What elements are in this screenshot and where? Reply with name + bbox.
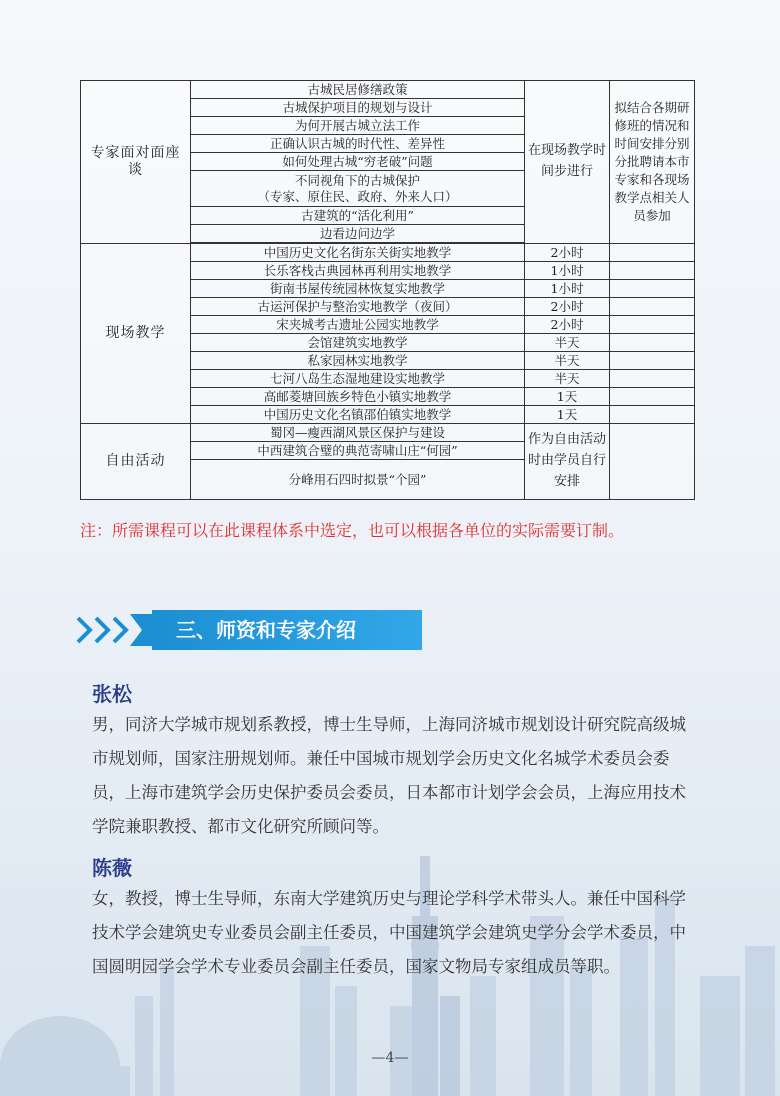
topic-cell: 为何开展古城立法工作: [191, 117, 525, 135]
field-duration: 半天: [525, 334, 610, 352]
footnote: 注：所需课程可以在此课程体系中选定，也可以根据各单位的实际需要订制。: [80, 521, 625, 540]
field-empty: [610, 388, 695, 406]
field-duration: 1小时: [525, 262, 610, 280]
category-field: 现场教学: [81, 244, 191, 424]
field-course: 高邮菱塘回族乡特色小镇实地教学: [191, 388, 525, 406]
field-duration: 1天: [525, 406, 610, 424]
topic-cell: 正确认识古城的时代性、差异性: [191, 135, 525, 153]
field-duration: 半天: [525, 370, 610, 388]
topic-cell: 古建筑的“活化利用”: [191, 207, 525, 225]
field-duration: 2小时: [525, 244, 610, 262]
field-course: 街南书屋传统园林恢复实地教学: [191, 280, 525, 298]
field-duration: 2小时: [525, 316, 610, 334]
field-empty: [610, 262, 695, 280]
free-empty: [610, 424, 695, 500]
field-empty: [610, 352, 695, 370]
field-course: 长乐客栈古典园林再利用实地教学: [191, 262, 525, 280]
topic-cell: 不同视角下的古城保护 （专家、原住民、政府、外来人口）: [191, 171, 525, 207]
topic-cell: 如何处理古城“穷老破”问题: [191, 153, 525, 171]
topic-cell: 边看边问边学: [191, 225, 525, 243]
course-schedule-table: [80, 80, 695, 500]
chevrons-icon: [76, 612, 152, 648]
expert-note-cell: 拟结合各期研修班的情况和时间安排分别分批聘请本市专家和各现场教学点相关人员参加: [610, 81, 695, 244]
field-duration: 1天: [525, 388, 610, 406]
expert-bio: 男，同济大学城市规划系教授，博士生导师，上海同济城市规划设计研究院高级城市规划师，国家注册规划师。兼任中国城市规划学会历史文化名城学术委员会委员，上海市建筑学会历史保护委员会委员，日本都市计划学会会员，上海应用技术学院兼职教授、都市文化研究所顾问等。: [92, 715, 686, 836]
field-empty: [610, 406, 695, 424]
field-duration: 2小时: [525, 298, 610, 316]
field-empty: [610, 316, 695, 334]
expert-name: 陈薇: [92, 856, 132, 880]
topic-cell: 古城保护项目的规划与设计: [191, 99, 525, 117]
free-item: 蜀冈—瘦西湖风景区保护与建设: [191, 424, 525, 442]
category-expert: 专家面对面座谈: [81, 81, 191, 244]
field-course: 七河八岛生态湿地建设实地教学: [191, 370, 525, 388]
field-course: 会馆建筑实地教学: [191, 334, 525, 352]
expert-name: 张松: [92, 682, 132, 706]
free-item: 中西建筑合璧的典范寄啸山庄“何园”: [191, 442, 525, 460]
expert-bio: 女，教授，博士生导师，东南大学建筑历史与理论学科学术带头人。兼任中国科学技术学会建筑史专业委员会副主任委员，中国建筑学会建筑史学分会学术委员，中国圆明园学会学术专业委员会副主任委员，国家文物局专家组成员等职。: [92, 889, 686, 976]
field-empty: [610, 280, 695, 298]
field-empty: [610, 298, 695, 316]
field-empty: [610, 244, 695, 262]
field-empty: [610, 334, 695, 352]
field-duration: 1小时: [525, 280, 610, 298]
field-course: 中国历史文化名镇邵伯镇实地教学: [191, 406, 525, 424]
section-title: 三、师资和专家介绍: [152, 610, 422, 650]
field-duration: 半天: [525, 352, 610, 370]
field-empty: [610, 370, 695, 388]
topic-cell: 古城民居修缮政策: [191, 81, 525, 99]
free-item: 分峰用石四时拟景“个园”: [191, 460, 525, 500]
field-course: 私家园林实地教学: [191, 352, 525, 370]
field-course: 古运河保护与整治实地教学（夜间）: [191, 298, 525, 316]
field-course: 宋夹城考古遗址公园实地教学: [191, 316, 525, 334]
expert-time-cell: 在现场教学时间步进行: [525, 81, 610, 244]
field-course: 中国历史文化名街东关街实地教学: [191, 244, 525, 262]
free-time-cell: 作为自由活动时由学员自行安排: [525, 424, 610, 500]
page-number: —4—: [371, 1050, 409, 1066]
category-free: 自由活动: [81, 424, 191, 500]
